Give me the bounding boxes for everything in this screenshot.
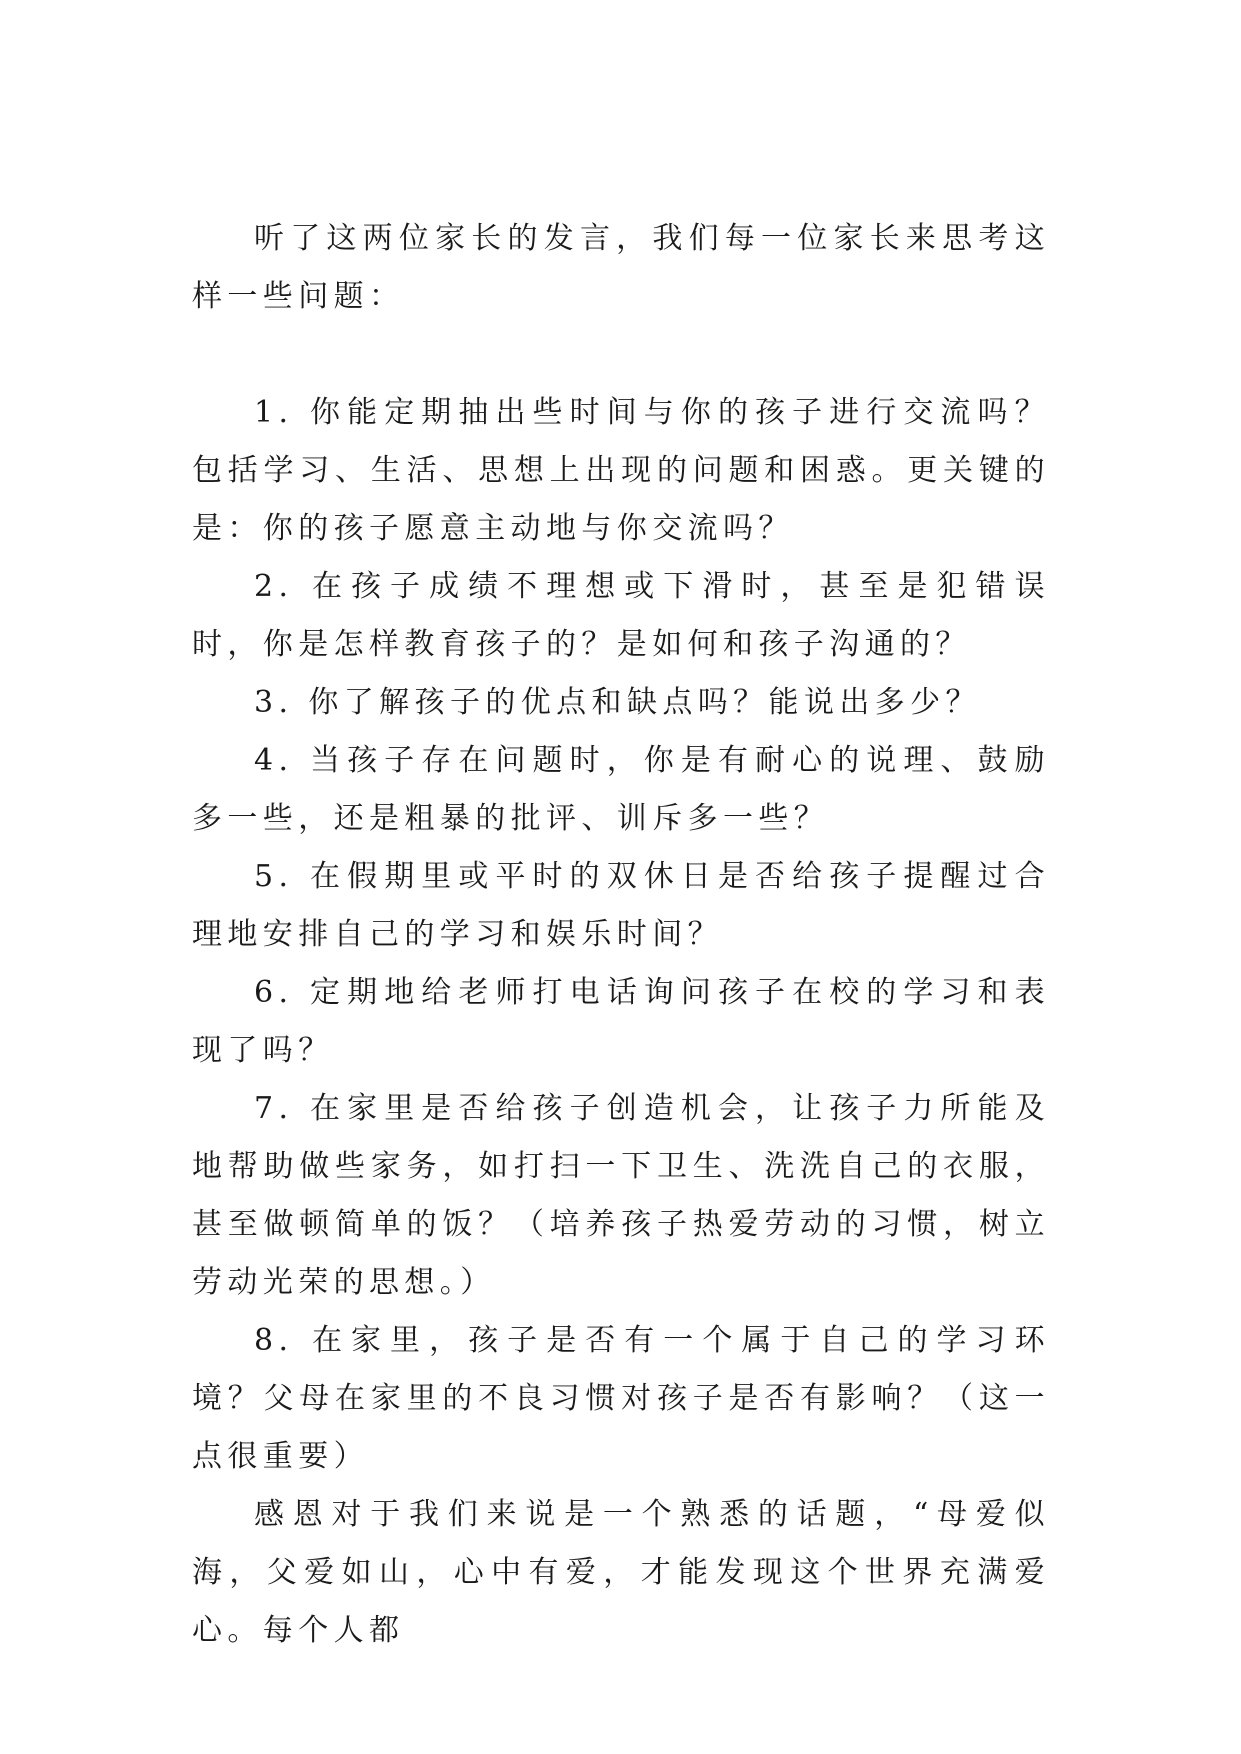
question-4: 4. 当孩子存在问题时，你是有耐心的说理、鼓励多一些，还是粗暴的批评、训斥多一些？ [192,743,1050,836]
question-2: 2. 在孩子成绩不理想或下滑时，甚至是犯错误时，你是怎样教育孩子的？是如何和孩子沟通的？ [192,569,1050,662]
question-1: 1. 你能定期抽出些时间与你的孩子进行交流吗？包括学习、生活、思想上出现的问题和困惑。更关键的是：你的孩子愿意主动地与你交流吗？ [192,395,1050,546]
question-3: 3. 你了解孩子的优点和缺点吗？能说出多少？ [254,685,981,720]
question-7: 7. 在家里是否给孩子创造机会，让孩子力所能及地帮助做些家务，如打扫一下卫生、洗洗自己的衣服，甚至做顿简单的饭？（培养孩子热爱劳动的习惯，树立劳动光荣的思想。） [192,1091,1050,1300]
question-6: 6. 定期地给老师打电话询问孩子在校的学习和表现了吗？ [192,975,1050,1068]
question-8: 8. 在家里，孩子是否有一个属于自己的学习环境？父母在家里的不良习惯对孩子是否有影响？（这一点很重要） [192,1323,1050,1474]
question-5: 5. 在假期里或平时的双休日是否给孩子提醒过合理地安排自己的学习和娱乐时间？ [192,859,1050,952]
document-body [192,210,1050,1660]
closing-paragraph: 感恩对于我们来说是一个熟悉的话题，“母爱似海，父爱如山，心中有爱，才能发现这个世界充满爱心。每个人都 [192,1497,1050,1648]
paragraph-spacer [192,326,1050,384]
intro-paragraph: 听了这两位家长的发言，我们每一位家长来思考这样一些问题： [192,221,1050,314]
